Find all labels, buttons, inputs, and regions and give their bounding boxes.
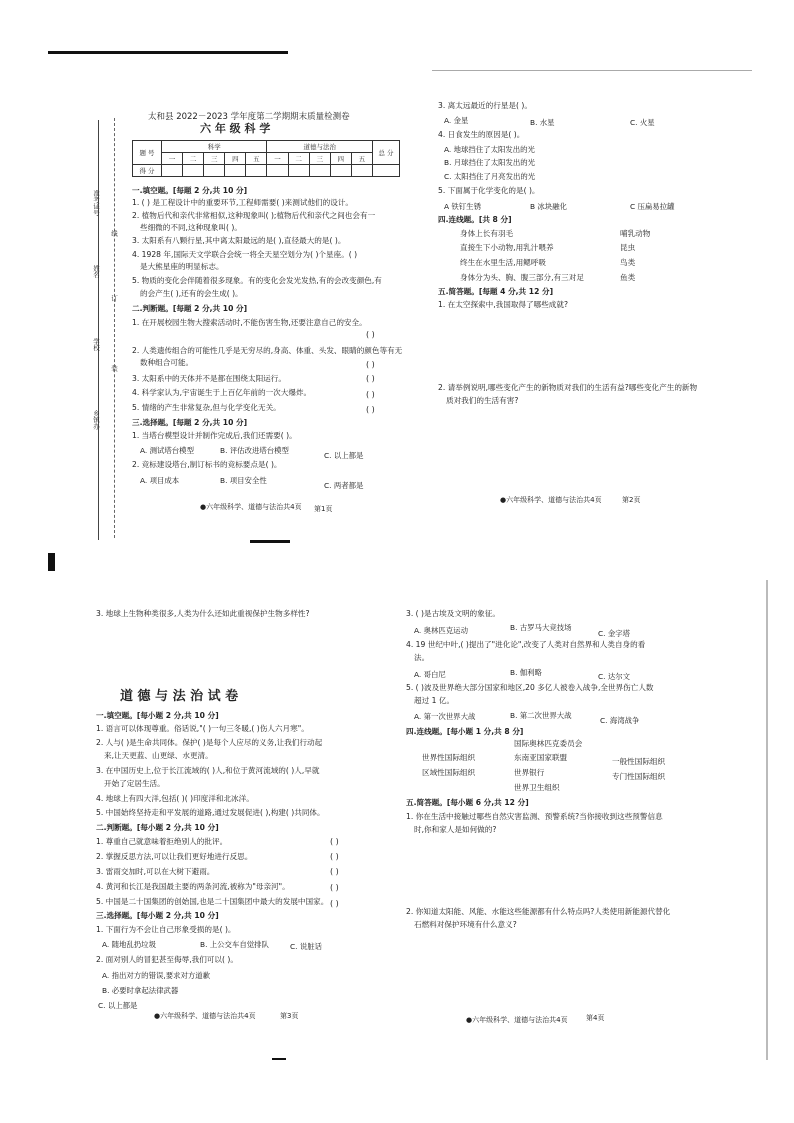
option[interactable]: C. 达尔文 (598, 672, 631, 681)
section-true-false: 二.判断题。[每题 2 分,共 10 分] (132, 304, 248, 313)
option[interactable]: B. 项目安全性 (220, 476, 267, 485)
science-header: 科学 (162, 141, 267, 153)
footer-text: 六年级科学、道德与法治共4页 (160, 1012, 256, 1020)
option[interactable]: A 铁钉生锈 (444, 202, 481, 211)
answer-paren[interactable]: ( ) (330, 883, 339, 892)
option[interactable]: B. 评估改进塔台模型 (220, 446, 289, 455)
answer-paren[interactable]: ( ) (366, 405, 375, 414)
section-fill-blank: 一.填空题。[每题 2 分,共 10 分] (132, 186, 248, 195)
side-label-name: 姓名 (92, 265, 100, 278)
section-fill-blank: 一.填空题。[每小题 2 分,共 10 分] (96, 711, 219, 720)
answer-paren[interactable]: ( ) (366, 360, 375, 369)
match-right-item[interactable]: 鸟类 (620, 258, 636, 267)
col-num: 二 (288, 153, 309, 165)
question: 4. 地球上有四大洋,包括( )( )印度洋和北冰洋。 (96, 794, 254, 803)
question: 开始了定居生活。 (104, 779, 165, 788)
footer-text: 六年级科学、道德与法治共4页 (506, 496, 602, 504)
section-true-false: 二.判断题。[每小题 2 分,共 10 分] (96, 823, 219, 832)
option[interactable]: B 冰块融化 (530, 202, 567, 211)
answer-space[interactable] (406, 839, 726, 899)
score-cell[interactable] (373, 165, 400, 177)
col-num: 三 (204, 153, 225, 165)
question: 来,让天更蓝、山更绿、水更清。 (104, 751, 213, 760)
answer-paren[interactable]: ( ) (366, 330, 375, 339)
question: 石燃料对保护环境有什么意义? (414, 920, 517, 929)
side-label-exam-id: 准考证号 (92, 190, 100, 216)
scan-rule-top (48, 51, 288, 54)
col-num: 四 (330, 153, 351, 165)
match-middle-item[interactable]: 世界卫生组织 (514, 783, 560, 792)
question: 5. 中国始终坚持走和平发展的道路,通过发展促进( ),构建( )共同体。 (96, 808, 325, 817)
question: 5. 情绪的产生非常复杂,但与化学变化无关。 (132, 403, 281, 412)
match-left-item[interactable]: 终生在水里生活,用鳃呼吸 (460, 258, 546, 267)
score-label: 得 分 (133, 165, 162, 177)
score-cell[interactable] (183, 165, 204, 177)
footer-text: 六年级科学、道德与法治共4页 (206, 503, 302, 511)
question: 数种组合可能。 (140, 358, 194, 367)
col-num: 五 (246, 153, 267, 165)
question: 1. 在开展校园生物大搜索活动时,不能伤害生物,还要注意自己的安全。 (132, 318, 367, 327)
question: 1. 下面行为不会让自己形象受损的是( )。 (96, 925, 236, 934)
question: 4. 黄河和长江是我国最主要的两条河流,被称为"母亲河"。 (96, 882, 290, 891)
question: 5. 中国是二十国集团的创始国,也是二十国集团中最大的发展中国家。 (96, 897, 329, 906)
scan-mark-left (48, 553, 55, 571)
match-right-item[interactable]: 鱼类 (620, 273, 636, 282)
question: 2. 竞标建设塔台,制订标书的竞标要点是( )。 (132, 460, 282, 469)
morality-title: 道 德 与 法 治 试 卷 (120, 689, 239, 704)
question: 1. 在太空探索中,我国取得了哪些成就? (438, 300, 569, 309)
question: 2. 你知道太阳能、风能、水能这些能源都有什么特点吗?人类使用新能源代替化 (406, 907, 671, 916)
question: 4. 1928 年,国际天文学联合会统一将全天星空划分为( )个星座。( ) (132, 250, 358, 259)
option[interactable]: C. 以上都是 (98, 1001, 138, 1010)
answer-space[interactable] (406, 935, 726, 1005)
page-3 (90, 605, 410, 1025)
binding-frame (98, 120, 99, 540)
question: 3. 在中国历史上,位于长江流域的( )人,和位于黄河流域的( )人,早就 (96, 766, 320, 775)
option[interactable]: C. 说脏话 (290, 942, 323, 951)
option[interactable]: A. 第一次世界大战 (414, 712, 476, 721)
col-num: 五 (351, 153, 372, 165)
score-cell[interactable] (246, 165, 267, 177)
option[interactable]: A. 指出对方的错误,要求对方道歉 (102, 971, 211, 980)
match-right-item[interactable]: 哺乳动物 (620, 229, 651, 238)
question: 4. 19 世纪中叶,( )提出了"进化论",改变了人类对自然界和人类自身的看 (406, 640, 646, 649)
match-middle-item[interactable]: 国际奥林匹克委员会 (514, 739, 583, 748)
option[interactable]: C. 金字塔 (598, 629, 631, 638)
match-right-item[interactable]: 昆虫 (620, 243, 636, 252)
side-label-pack: 装 (110, 365, 118, 372)
option[interactable]: B. 水星 (530, 118, 555, 127)
match-right-item[interactable]: 专门性国际组织 (612, 772, 666, 781)
score-cell[interactable] (204, 165, 225, 177)
option[interactable]: C. 太阳挡住了月亮发出的光 (444, 172, 536, 181)
section-matching: 四.连线题。[每小题 1 分,共 8 分] (406, 727, 524, 736)
side-label-bind: 订 (110, 295, 118, 302)
option[interactable]: B. 第二次世界大战 (510, 711, 572, 720)
option[interactable]: C. 海湾战争 (600, 716, 640, 725)
question: 3. 太阳系中的天体并不是都在围绕太阳运行。 (132, 374, 286, 383)
scan-rule-top-right (432, 70, 752, 71)
match-middle-item[interactable]: 东南亚国家联盟 (514, 753, 568, 762)
col-num: 一 (267, 153, 288, 165)
section-short-answer: 五.简答题。[每小题 6 分,共 12 分] (406, 798, 529, 807)
page-footer (466, 1015, 568, 1025)
section-short-answer: 五.简答题。[每题 4 分,共 12 分] (438, 287, 554, 296)
question: 4. 日食发生的原因是( )。 (438, 130, 525, 139)
score-table (132, 140, 400, 177)
question: 3. 太阳系有八颗行星,其中离太阳最远的是( ),直径最大的是( )。 (132, 236, 346, 245)
option[interactable]: C 压扁易拉罐 (630, 202, 675, 211)
option[interactable]: A. 金星 (444, 116, 469, 125)
question: 超过 1 亿。 (414, 696, 455, 705)
match-left-item[interactable]: 区域性国际组织 (422, 768, 476, 777)
answer-paren[interactable]: ( ) (330, 867, 339, 876)
option[interactable]: B. 伽利略 (510, 668, 542, 677)
page-number: 第3页 (280, 1012, 299, 1020)
question: 2. 人类遗传组合的可能性几乎是无穷尽的,身高、体重、头发、眼睛的颜色等有无 (132, 346, 403, 355)
scan-rule-bottom (272, 1058, 286, 1060)
score-cell[interactable] (330, 165, 351, 177)
question: 1. 当塔台模型设计并制作完成后,我们还需要( )。 (132, 431, 297, 440)
section-choice: 三.选择题。[每小题 2 分,共 10 分] (96, 911, 219, 920)
page-footer (500, 495, 602, 505)
match-right-item[interactable]: 一般性国际组织 (612, 757, 666, 766)
match-left-item[interactable]: 世界性国际组织 (422, 753, 476, 762)
col-num: 三 (309, 153, 330, 165)
side-label-town: 乡镇办 (92, 410, 100, 430)
score-cell[interactable] (162, 165, 183, 177)
option[interactable]: B. 月球挡住了太阳发出的光 (444, 158, 536, 167)
question: 5. 下面属于化学变化的是( )。 (438, 186, 540, 195)
exam-subtitle: 六 年 级 科 学 (200, 122, 271, 135)
score-cell[interactable] (351, 165, 372, 177)
col-num: 一 (162, 153, 183, 165)
question: 法。 (414, 653, 430, 662)
answer-paren[interactable]: ( ) (366, 390, 375, 399)
option[interactable]: B. 必要时拿起法律武器 (102, 986, 179, 995)
morality-header: 道德与法治 (267, 141, 373, 153)
question: 1. ( ) 是工程设计中的重要环节,工程师需要( )来测试他们的设计。 (132, 198, 354, 207)
binding-line (114, 118, 116, 538)
total-header: 总 分 (373, 141, 400, 165)
question: 些细微的不同,这种现象叫( )。 (140, 223, 242, 232)
score-row-label: 题 号 (133, 141, 162, 165)
page-1 (60, 90, 403, 530)
page-4 (400, 605, 765, 1025)
page-number: 第1页 (314, 505, 333, 513)
exam-title: 太和县 2022－2023 学年度第二学期期末质量检测卷 (148, 112, 350, 122)
match-middle-item[interactable]: 世界银行 (514, 768, 545, 777)
option[interactable]: C. 以上都是 (324, 451, 364, 460)
answer-space[interactable] (96, 623, 396, 683)
score-cell[interactable] (267, 165, 288, 177)
question: 质对我们的生活有害? (446, 396, 519, 405)
side-label-line: 线 (110, 230, 118, 237)
page-2 (430, 95, 760, 515)
scan-rule-right (766, 580, 768, 1060)
question: 2. 请举例说明,哪些变化产生的新物质对我们的生活有益?哪些变化产生的新物 (438, 383, 698, 392)
page-footer (200, 502, 302, 512)
match-left-item[interactable]: 直接生下小动物,用乳汁喂养 (460, 243, 554, 252)
answer-paren[interactable]: ( ) (366, 374, 375, 383)
question: 1. 尊重自己就意味着拒绝别人的批评。 (96, 837, 228, 846)
option[interactable]: B. 古罗马大竞技场 (510, 623, 572, 632)
option[interactable]: C. 火星 (630, 118, 655, 127)
question: 2. 人与( )是生命共同体。保护( )是每个人应尽的义务,让我们行动起 (96, 738, 323, 747)
option[interactable]: A. 测试塔台模型 (140, 446, 194, 455)
col-num: 四 (225, 153, 246, 165)
footer-text: 六年级科学、道德与法治共4页 (472, 1016, 568, 1024)
option[interactable]: A. 奥林匹克运动 (414, 626, 468, 635)
answer-paren[interactable]: ( ) (330, 852, 339, 861)
option[interactable]: A. 随地乱扔垃圾 (102, 940, 156, 949)
page-number: 第2页 (622, 496, 641, 504)
question: 1. 你在生活中接触过哪些自然灾害监测、预警系统?当你接收到这些预警信息 (406, 812, 663, 821)
question: 2. 掌握反思方法,可以让我们更好地进行反思。 (96, 852, 253, 861)
option[interactable]: C. 两者都是 (324, 481, 364, 490)
question: 4. 科学家认为,宇宙诞生于上百亿年前的一次大爆炸。 (132, 388, 312, 397)
score-cell[interactable] (288, 165, 309, 177)
question: 时,你和家人是如何做的? (414, 825, 497, 834)
answer-paren[interactable]: ( ) (330, 899, 339, 908)
question: 1. 语言可以体现尊重。俗话说,"( )一句三冬暖,( )伤人六月寒"。 (96, 724, 309, 733)
question: 的会产生( ),还有的会生成( )。 (140, 289, 243, 298)
option[interactable]: A. 地球挡住了太阳发出的光 (444, 145, 535, 154)
question: 3. 雷雨交加时,可以在大树下避雨。 (96, 867, 215, 876)
col-num: 二 (183, 153, 204, 165)
question: 5. 物质的变化会伴随着很多现象。有的变化会发光发热,有的会改变颜色,有 (132, 276, 382, 285)
question: 2. 植物后代和亲代非常相似,这种现象叫( );植物后代和亲代之间也会有一 (132, 211, 376, 220)
side-label-school: 学校 (92, 338, 100, 351)
question: 3. 离太远最近的行星是( )。 (438, 101, 532, 110)
option[interactable]: A. 项目成本 (140, 476, 180, 485)
page-number: 第4页 (586, 1014, 605, 1022)
question: 3. ( )是古埃及文明的象征。 (406, 609, 500, 618)
score-cell[interactable] (225, 165, 246, 177)
answer-space[interactable] (438, 315, 748, 375)
question: 5. ( )波及世界绝大部分国家和地区,20 多亿人被卷入战争,全世界伤亡人数 (406, 683, 654, 692)
answer-space[interactable] (438, 410, 748, 490)
score-cell[interactable] (309, 165, 330, 177)
page-footer (154, 1011, 256, 1021)
question: 2. 面对别人的冒犯甚至侮辱,我们可以( )。 (96, 955, 238, 964)
scan-rule-mid (250, 540, 290, 543)
match-left-item[interactable]: 身体分为头、胸、腹三部分,有三对足 (460, 273, 584, 282)
option[interactable]: A. 哥白尼 (414, 670, 446, 679)
answer-paren[interactable]: ( ) (330, 837, 339, 846)
match-left-item[interactable]: 身体上长有羽毛 (460, 229, 514, 238)
question: 3. 地球上生物种类很多,人类为什么还如此重视保护生物多样性? (96, 609, 310, 618)
section-choice: 三.选择题。[每题 2 分,共 10 分] (132, 418, 248, 427)
option[interactable]: B. 上公交车自觉排队 (200, 940, 269, 949)
section-matching: 四.连线题。[共 8 分] (438, 215, 512, 224)
question: 是大熊星座的明显标志。 (140, 262, 224, 271)
